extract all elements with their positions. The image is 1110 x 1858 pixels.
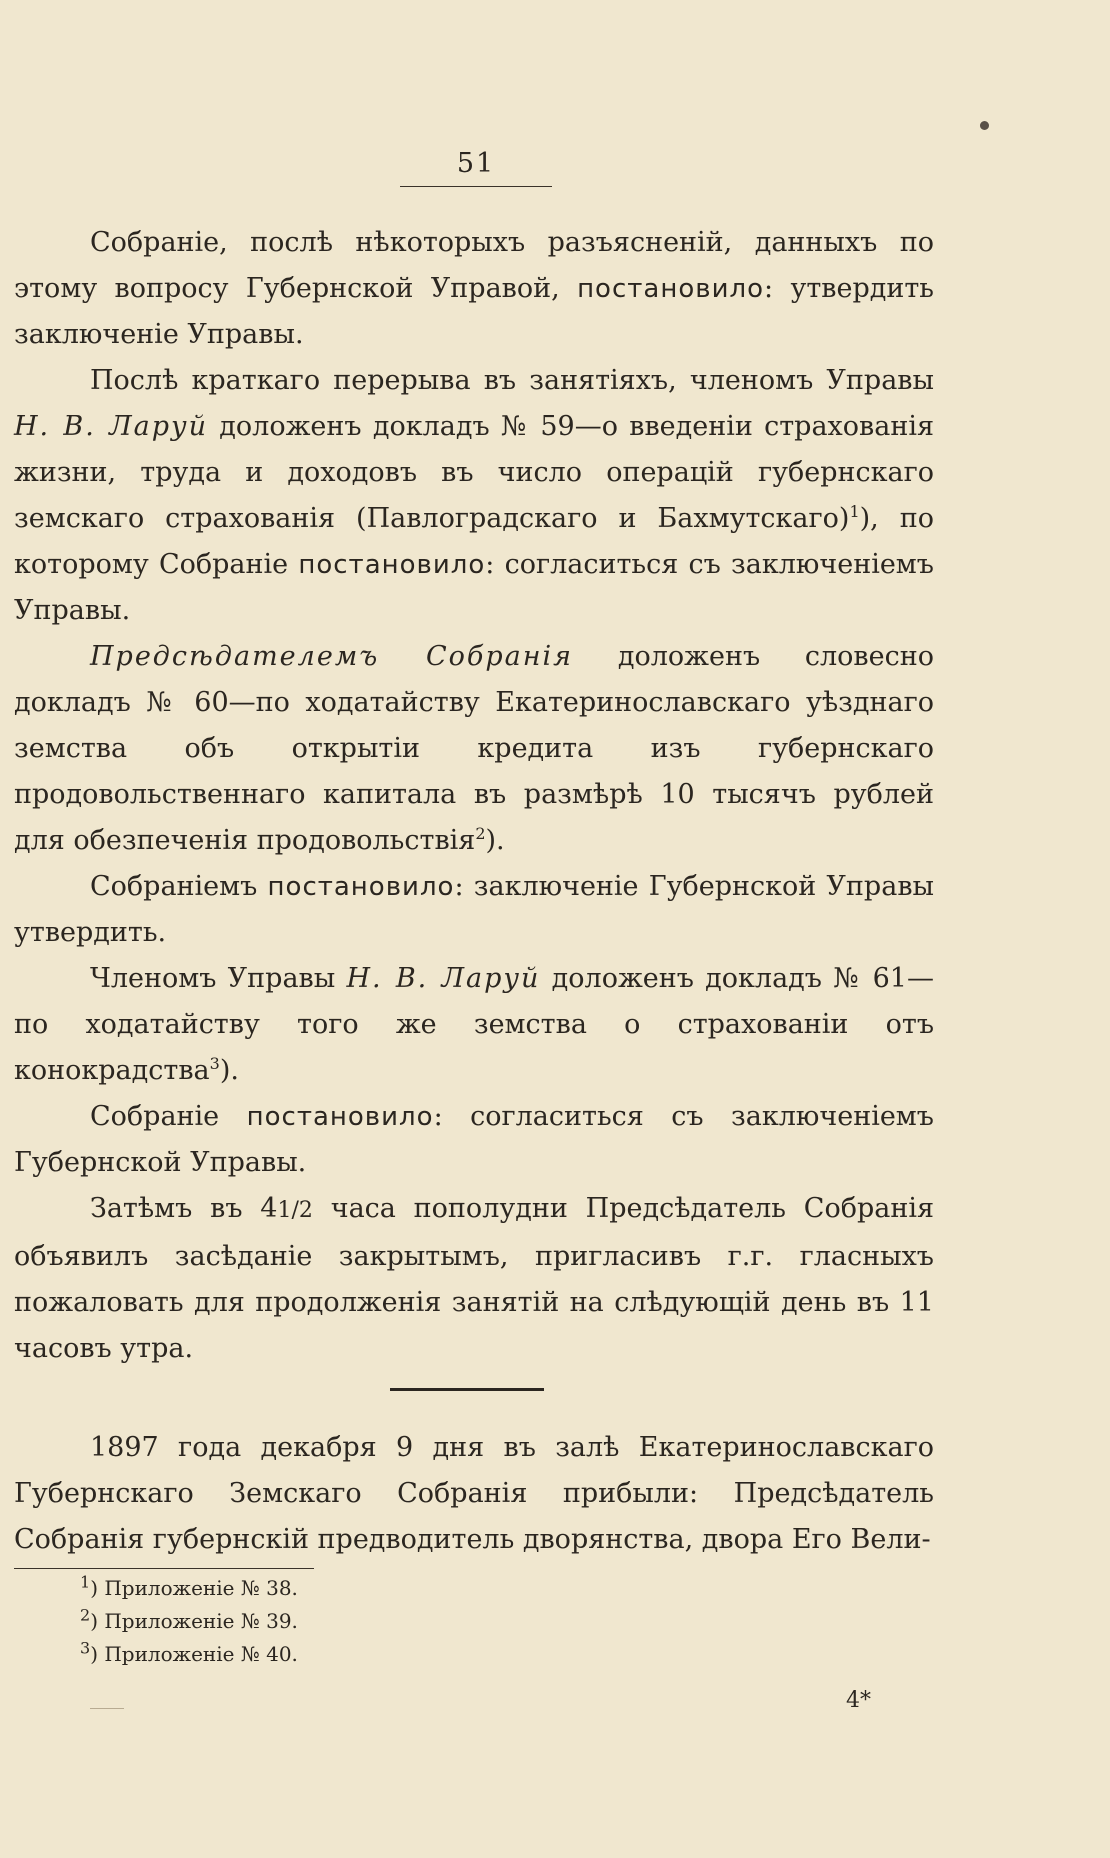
footnote-item: $^3$) Приложеніе № 40.: [80, 1638, 298, 1666]
paragraph-4: Собраніемъ постановило: заключеніе Губернской Управы утвердить.: [14, 871, 935, 948]
footnote-ref: 2: [475, 824, 486, 843]
footnote-ref: 3: [209, 1054, 220, 1073]
decision-word: постановило: [246, 1102, 434, 1132]
decision-word: постановило: [267, 872, 455, 902]
next-session-text: [14, 1425, 934, 1563]
signature-mark: 4*: [846, 1688, 871, 1713]
section-divider: [390, 1388, 544, 1391]
paragraph-7: Затѣмъ въ 41/2 часа пополудни Предсѣдатель Собранія объявилъ засѣданіе закрытымъ, пригласивъ г.г. гласныхъ пожаловать для продолженія занятій на слѣдующій день въ 11 часовъ утра.: [14, 1193, 934, 1364]
paragraph-8: 1897 года декабря 9 дня въ залѣ Екатеринославскаго Губернскаго Земскаго Собранія прибыли: Предсѣдатель Собранія губернскій предводитель дворянства, двора Его Вели-: [14, 1432, 934, 1555]
footnote-mark: 2: [80, 1605, 91, 1625]
main-text: [14, 220, 934, 1372]
paragraph-1: Собраніе, послѣ нѣкоторыхъ разъясненій, данныхъ по этому вопросу Губернской Управой, постановило: утвердить заключеніе Управы.: [14, 227, 934, 350]
footnote-item: $^2$) Приложеніе № 39.: [80, 1605, 298, 1633]
footnote-mark: 1: [80, 1572, 91, 1592]
ink-speck: [980, 121, 989, 130]
page-number: 51: [456, 148, 496, 179]
footnote-ref: 1: [849, 502, 860, 521]
paragraph-5: Членомъ Управы Н. В. Ларуй доложенъ докладъ № 61—по ходатайству того же земства о страхованіи отъ конокрадства$^3$).: [14, 963, 934, 1086]
decision-word: постановило: [577, 274, 764, 304]
paragraph-6: Собраніе постановило: согласиться съ заключеніемъ Губернской Управы.: [14, 1101, 934, 1178]
fraction: 1/2: [277, 1198, 313, 1223]
ink-smudge: [90, 1708, 124, 1709]
person-name: Н. В. Ларуй: [346, 963, 541, 994]
person-name: Н. В. Ларуй: [14, 411, 209, 442]
paragraph-2: Послѣ краткаго перерыва въ занятіяхъ, членомъ Управы Н. В. Ларуй доложенъ докладъ № 59—о введеніи страхованія жизни, труда и доходовъ въ число операцій губернскаго земскаго страхованія (Павлоградскаго и Бахмутскаго)$^1$), по которому Собраніе постановило: согласиться съ заключеніемъ Управы.: [14, 365, 934, 626]
footnote-rule: [14, 1568, 314, 1569]
footnote-item: $^1$) Приложеніе № 38.: [80, 1572, 298, 1600]
paragraph-3: Предсѣдателемъ Собранія доложенъ словесно докладъ № 60—по ходатайству Екатеринославскаго уѣзднаго земства объ открытіи кредита изъ губернскаго продовольственнаго капитала въ размѣрѣ 10 тысячъ рублей для обезпеченія продовольствія$^2$).: [14, 641, 934, 856]
page-number-rule: [400, 186, 552, 187]
person-name: Предсѣдателемъ Собранія: [90, 641, 574, 672]
footnote-mark: 3: [80, 1638, 91, 1658]
footnotes: [80, 1572, 298, 1671]
decision-word: постановило: [298, 550, 486, 580]
